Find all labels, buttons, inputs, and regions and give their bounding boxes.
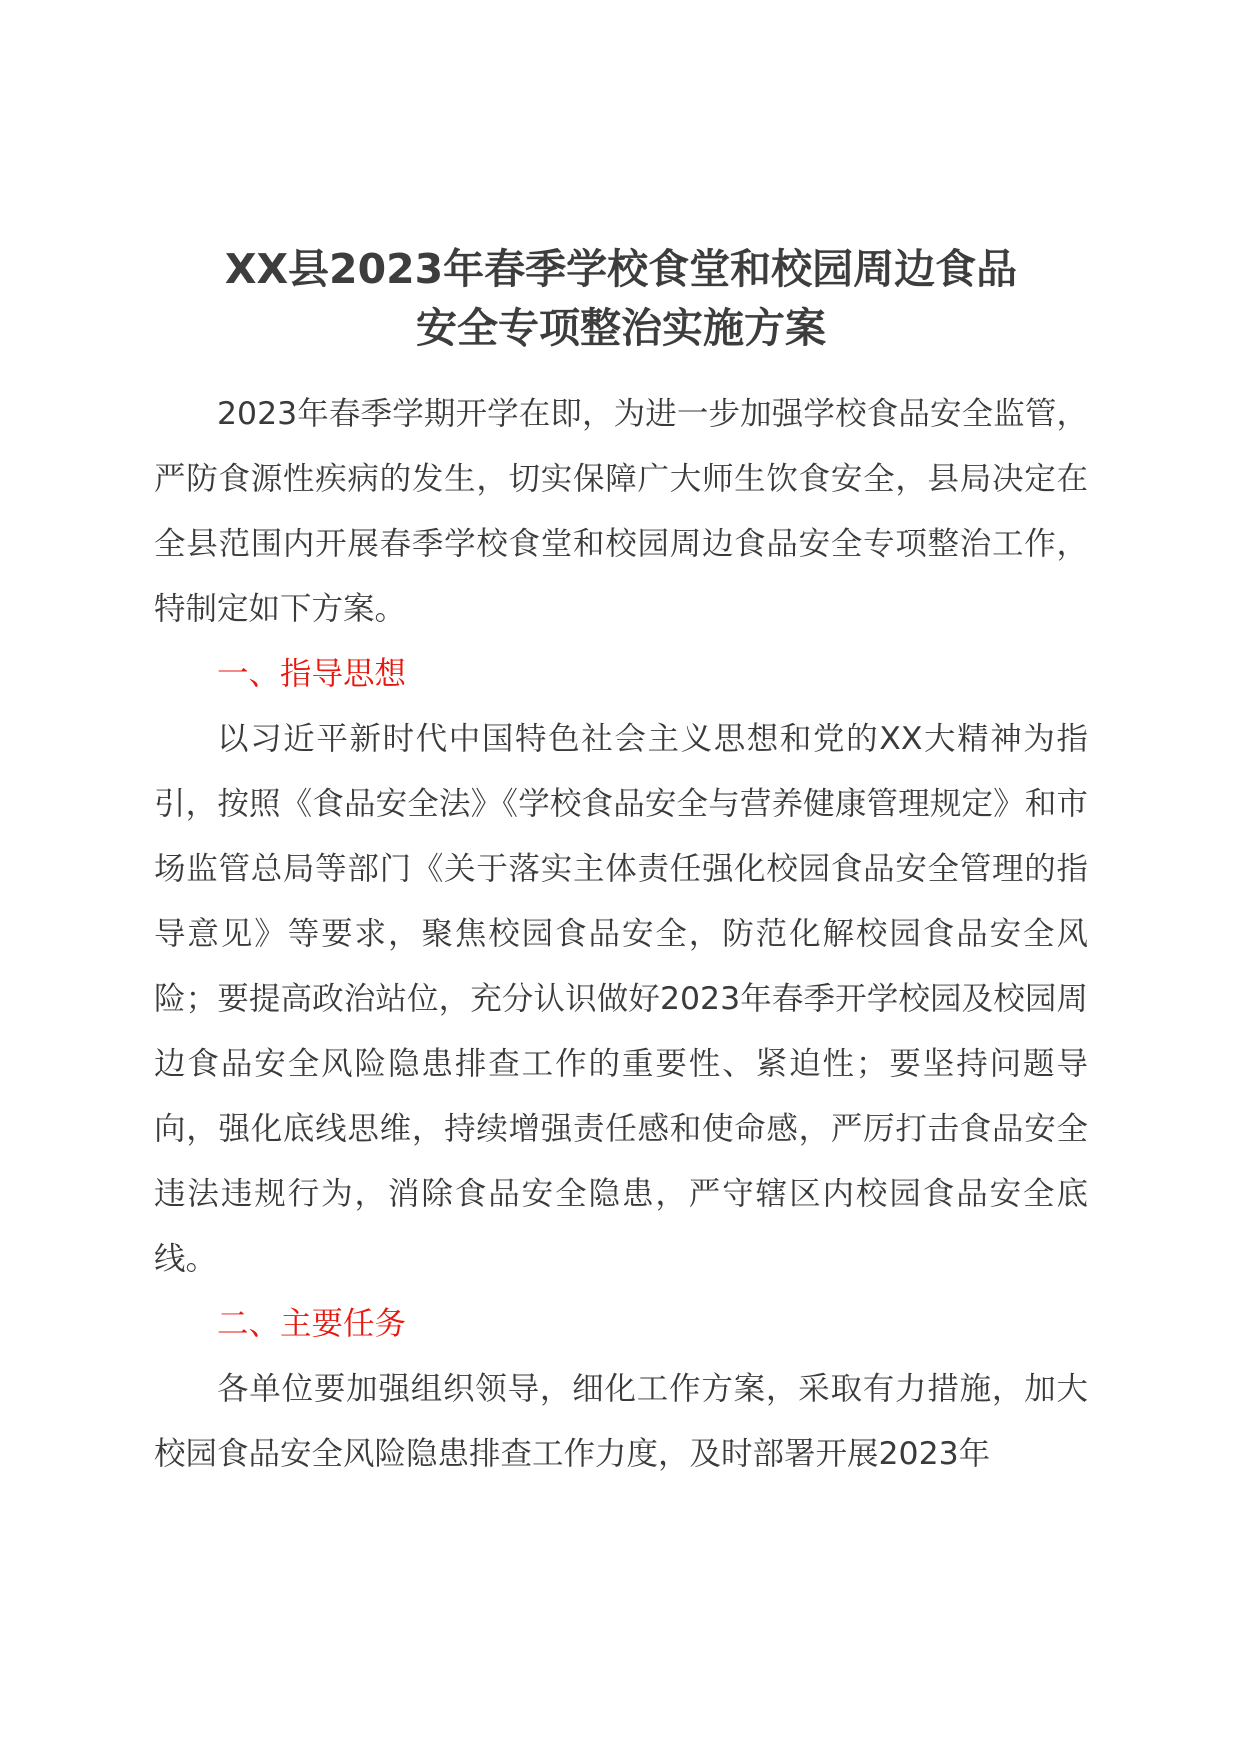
title-line-1: XX县2023年春季学校食堂和校园周边食品 — [224, 245, 1018, 293]
section-heading-guiding-ideology: 一、指导思想 — [217, 656, 407, 692]
section-heading-main-tasks: 二、主要任务 — [217, 1306, 407, 1342]
section-body-guiding-ideology: 以习近平新时代中国特色社会主义思想和党的XX大精神为指引，按照《食品安全法》《学校食品安全与营养健康管理规定》和市场监管总局等部门《关于落实主体责任强化校园食品安全管理的指导意见》等要求，聚焦校园食品安全，防范化解校园食品安全风险；要提高政治站位，充分认识做好2023年春季开学校园及校园周边食品安全风险隐患排查工作的重要性、紧迫性；要坚持问题导向，强化底线思维，持续增强责任感和使命感，严厉打击食品安全违法违规行为，消除食品安全隐患，严守辖区内校园食品安全底线。 — [154, 721, 1088, 1277]
section-body-main-tasks: 各单位要加强组织领导，细化工作方案，采取有力措施，加大校园食品安全风险隐患排查工作力度，及时部署开展2023年 — [154, 1371, 1088, 1472]
intro-paragraph: 2023年春季学期开学在即，为进一步加强学校食品安全监管，严防食源性疾病的发生，切实保障广大师生饮食安全，县局决定在全县范围内开展春季学校食堂和校园周边食品安全专项整治工作，特制定如下方案。 — [154, 396, 1088, 627]
document-page — [154, 240, 1088, 1487]
document-title — [154, 240, 1088, 358]
title-line-2: 安全专项整治实施方案 — [416, 304, 826, 352]
